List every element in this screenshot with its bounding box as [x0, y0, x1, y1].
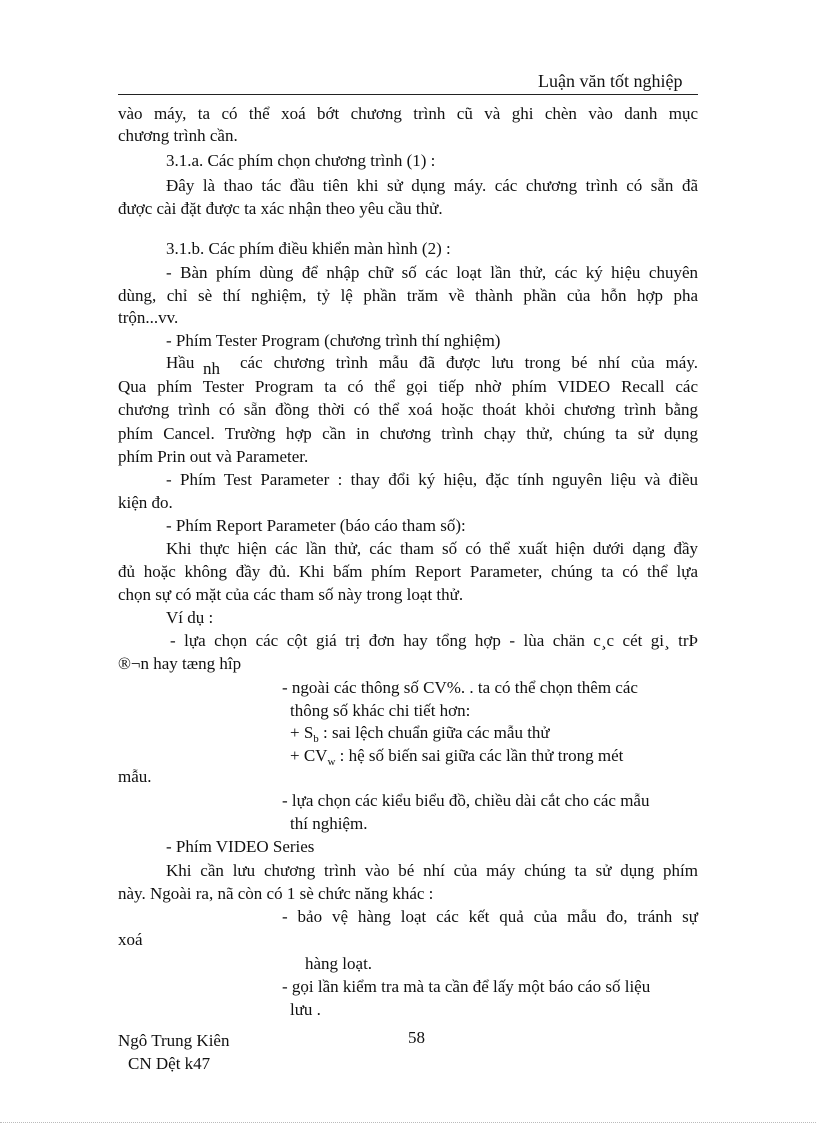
body-line: phím Prin out và Parameter. [118, 447, 309, 466]
list-item: - ngoài các thông số CV%. . ta có thể chọn thêm các [282, 678, 638, 697]
body-line: - Phím Test Parameter : thay đổi ký hiệu, đặc tính nguyên liệu và điều [166, 470, 698, 489]
header-title: Luận văn tốt nghiệp [538, 71, 683, 91]
body-line: Khi cần lưu chương trình vào bé nhí của máy chúng ta sử dụng phím [166, 861, 698, 880]
body-line: chương trình cần. [118, 126, 238, 145]
body-line: kiện đo. [118, 493, 173, 512]
section-heading: 3.1.b. Các phím điều khiển màn hình (2) : [166, 239, 451, 258]
list-item: - lựa chọn các kiểu biểu đồ, chiều dài cắt cho các mẫu [282, 791, 650, 810]
formula-line: + $CV_w$ : hệ số biến sai giữa các lần thử trong mét [290, 746, 624, 768]
body-line: được cài đặt được ta xác nhận theo yêu cầu thử. [118, 199, 443, 218]
body-line: Ví dụ : [166, 608, 214, 627]
list-item: thông số khác chi tiết hơn: [290, 701, 471, 720]
page-number: 58 [408, 1028, 425, 1047]
body-line: - Bàn phím dùng để nhập chữ số các loạt lần thử, các ký hiệu chuyên [166, 263, 698, 282]
list-item: - gọi lần kiểm tra mà ta cần để lấy một báo cáo số liệu [282, 977, 651, 996]
body-line: vào máy, ta có thể xoá bớt chương trình cũ và ghi chèn vào danh mục [118, 104, 698, 123]
body-line: dùng, chỉ sè thí nghiệm, tỷ lệ phần trăm về thành phần của hỗn hợp pha [118, 286, 698, 305]
body-line: các chương trình mẫu đã được lưu trong bé nhí của máy. [240, 353, 698, 372]
footer-author: Ngô Trung Kiên [118, 1031, 230, 1050]
formula-line: + $S_b$ : sai lệch chuẩn giữa các mẫu thử [290, 723, 550, 745]
body-line: chương trình có sẵn đồng thời có thể xoá hoặc thoát khỏi chương trình bằng [118, 400, 698, 419]
list-item: - bảo vệ hàng loạt các kết quả của mẫu đo, tránh sự [282, 907, 698, 926]
body-line: Khi thực hiện các lần thử, các tham số có thể xuất hiện dưới dạng đầy [166, 539, 698, 558]
body-line: - Phím Report Parameter (báo cáo tham số): [166, 516, 466, 535]
body-line: phím Cancel. Trường hợp cần in chương trình chạy thử, chúng ta sử dụng [118, 424, 698, 443]
body-line: mẫu. [118, 767, 152, 786]
body-line: trộn...vv. [118, 308, 179, 327]
list-item: thí nghiệm. [290, 814, 368, 833]
body-line: chọn sự có mặt của các tham số này trong loạt thử. [118, 585, 464, 604]
body-line: - Phím Tester Program (chương trình thí nghiệm) [166, 331, 501, 350]
header-rule [118, 94, 698, 95]
body-line: đủ hoặc không đầy đủ. Khi bấm phím Report Parameter, chúng ta có thể lựa [118, 562, 698, 581]
body-line: ®¬n hay tæng hîp [118, 654, 242, 673]
body-line: Đây là thao tác đầu tiên khi sử dụng máy. các chương trình có sẵn đã [166, 176, 698, 195]
body-line: xoá [118, 930, 143, 949]
list-item: lưu . [290, 1000, 321, 1019]
section-heading: 3.1.a. Các phím chọn chương trình (1) : [166, 151, 436, 170]
body-line: - lựa chọn các cột giá trị đơn hay tổng hợp - lùa chän c¸c cét gi¸ trÞ [170, 631, 698, 650]
body-line-fragment: nh [203, 359, 220, 378]
body-line: này. Ngoài ra, nã còn có 1 sè chức năng khác : [118, 884, 434, 903]
body-line: Hầu [166, 353, 195, 372]
list-item: hàng loạt. [305, 954, 373, 973]
body-line: Qua phím Tester Program ta có thể gọi tiếp nhờ phím VIDEO Recall các [118, 377, 698, 396]
footer-class: CN Dệt k47 [128, 1054, 211, 1073]
body-line: - Phím VIDEO Series [166, 837, 315, 856]
